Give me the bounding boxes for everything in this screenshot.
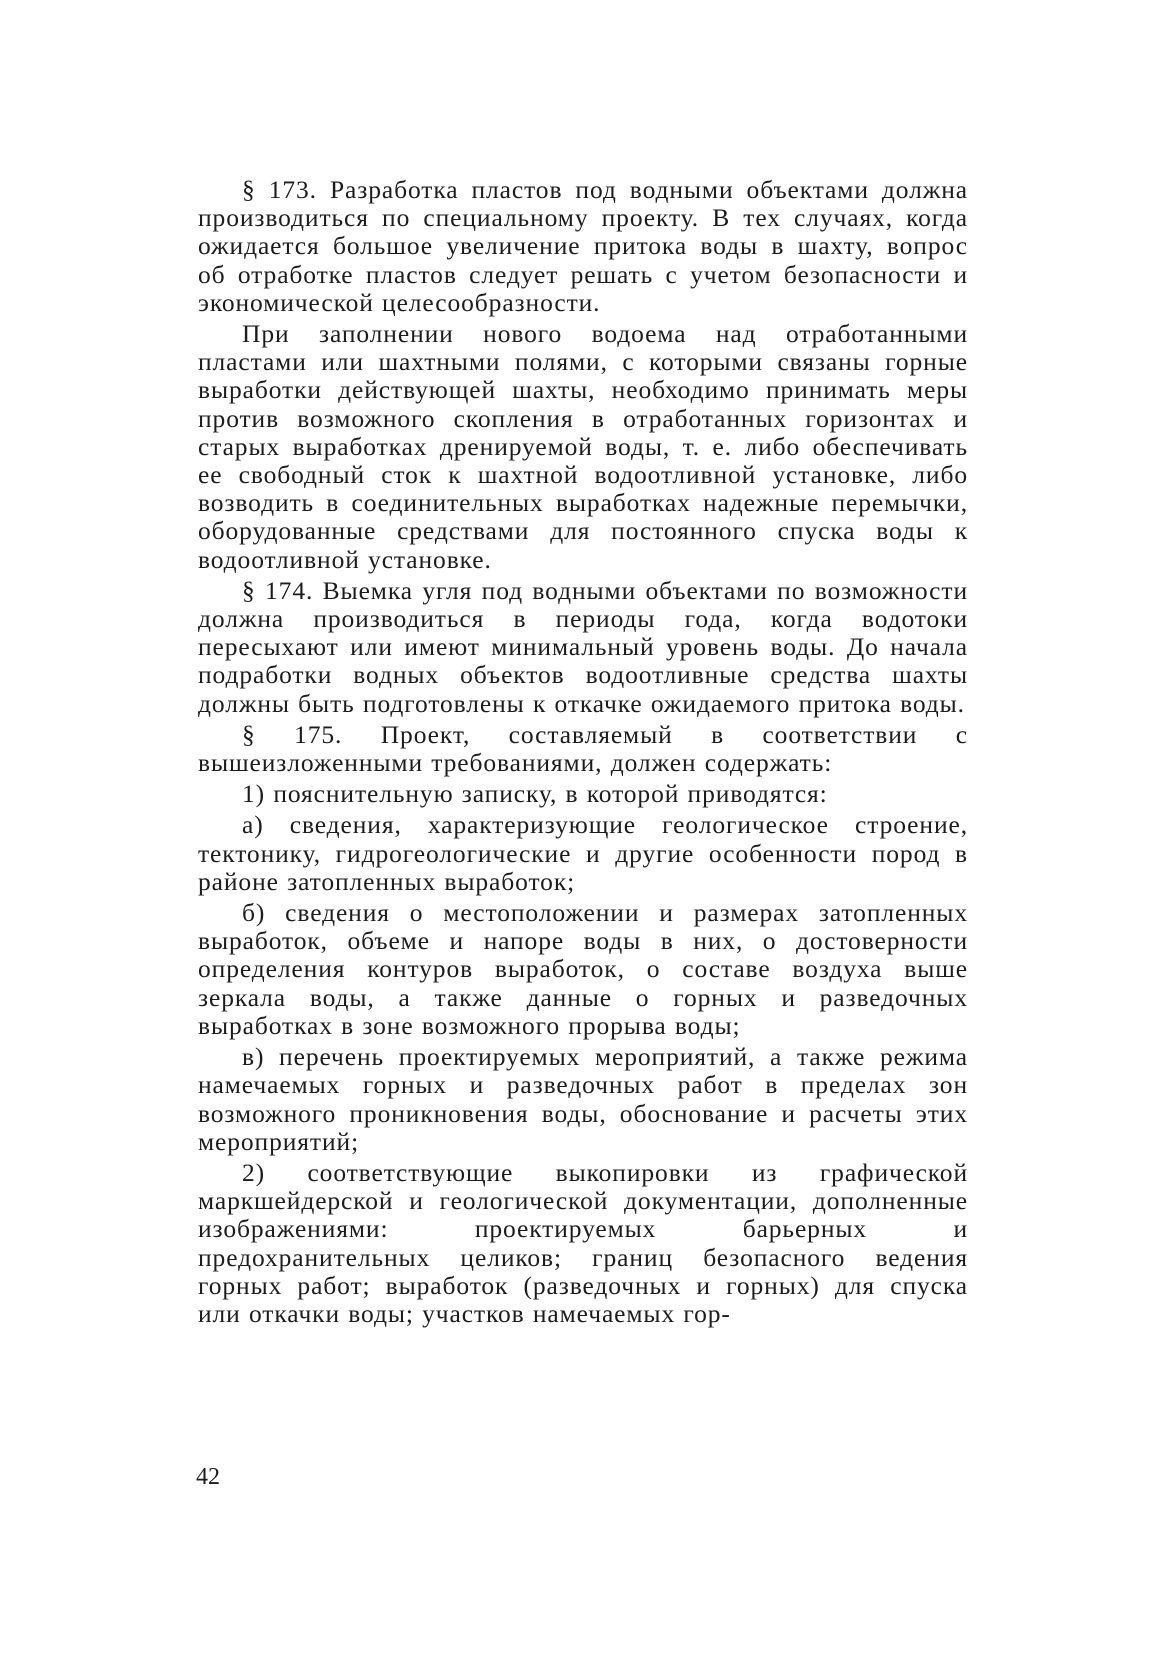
- body-text: [198, 176, 968, 1328]
- paragraph-175: § 175. Проект, составляемый в соответствии с вышеизложенными требованиями, должен содержать:: [198, 719, 968, 778]
- paragraph-173: § 173. Разработка пластов под водными объектами должна производиться по специальному проекту. В тех случаях, когда ожидается большое увеличение притока воды в шахту, вопрос об отработке пластов следует решать с учетом безопасности и экономической целесообразности.: [198, 175, 968, 317]
- list-item-1: 1) пояснительную записку, в которой приводятся:: [242, 779, 828, 809]
- paragraph-174: § 174. Выемка угля под водными объектами по возможности должна производиться в периоды года, когда водотоки пересыхают или имеют минимальный уровень воды. До начала подработки водных объектов водоотливные средства шахты должны быть подготовлены к откачке ожидаемого притока воды.: [198, 575, 968, 718]
- list-item-v: в) перечень проектируемых мероприятий, а также режима намечаемых горных и разведочных работ в пределах зон возможного проникновения воды, обоснование и расчеты этих мероприятий;: [198, 1042, 968, 1156]
- list-item-2: 2) соответствующие выкопировки из графической маркшейдерской и геологической документации, дополненные изображениями: проектируемых барьерных и предохранительных целиков; границ безопасного ведения горных работ; выработок (разведочных и горных) для спуска или откачки воды; участков намечаемых гор-: [198, 1157, 968, 1328]
- list-item-a: а) сведения, характеризующие геологическое строение, тектонику, гидрогеологические и другие особенности пород в районе затопленных выработок;: [198, 810, 968, 896]
- page-number: 42: [196, 1464, 220, 1490]
- list-item-b: б) сведения о местоположении и размерах затопленных выработок, объеме и напоре воды в них, о достоверности определения контуров выработок, о составе воздуха выше зеркала воды, а также данные о горных и разведочных выработках в зоне возможного прорыва воды;: [198, 898, 968, 1040]
- paragraph-reservoir: При заполнении нового водоема над отработанными пластами или шахтными полями, с которыми связаны горные выработки действующей шахты, необходимо принимать меры против возможного скопления в отработанных горизонтах и старых выработках дренируемой воды, т. е. либо обеспечивать ее свободный сток к шахтной водоотливной установке, либо возводить в соединительных выработках надежные перемычки, оборудованные средствами для постоянного спуска воды к водоотливной установке.: [198, 319, 968, 574]
